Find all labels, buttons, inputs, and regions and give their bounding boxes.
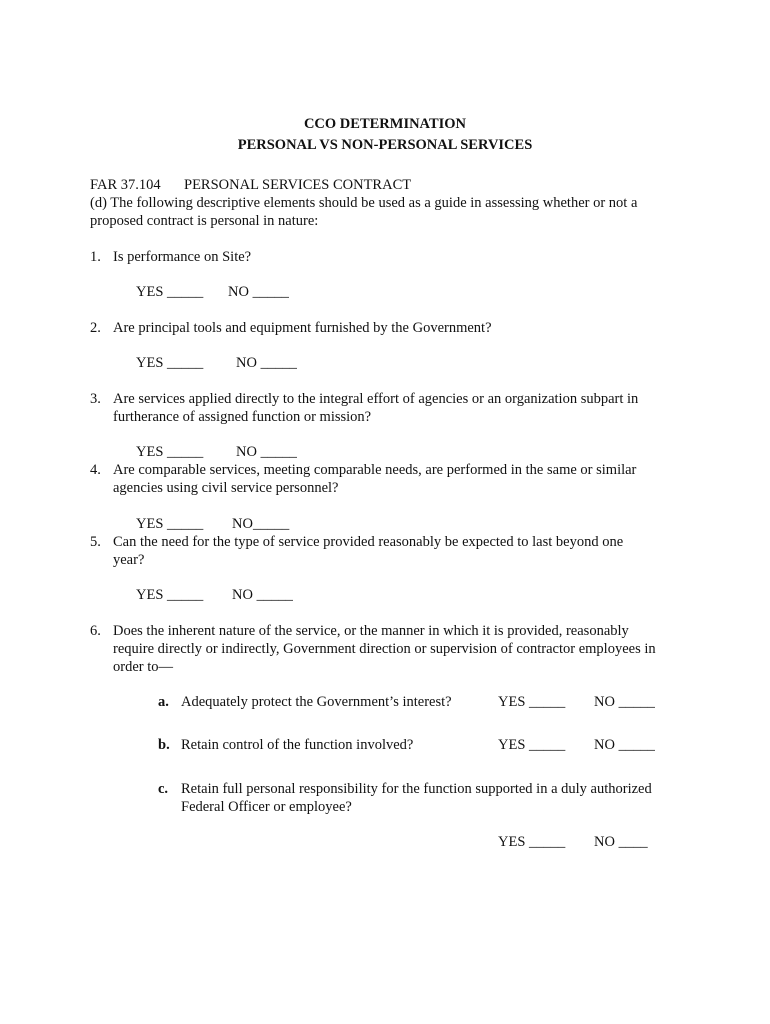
no-answer-field[interactable]: NO _____: [236, 355, 297, 371]
sub-item-text: Retain full personal responsibility for the function supported in a duly authorized: [181, 781, 652, 797]
no-answer-field[interactable]: NO _____: [594, 694, 655, 710]
page-title: CCO DETERMINATION: [303, 116, 467, 132]
intro-text-line-1: (d) The following descriptive elements should be used as a guide in assessing whether or not a: [90, 195, 638, 211]
no-answer-field[interactable]: NO _____: [228, 284, 289, 300]
question-text: Can the need for the type of service provided reasonably be expected to last beyond one: [113, 534, 624, 550]
question-number: 2.: [90, 320, 101, 336]
intro-text-line-2: proposed contract is personal in nature:: [90, 213, 319, 229]
no-answer-field[interactable]: NO_____: [232, 516, 290, 532]
question-number: 6.: [90, 623, 101, 639]
question-text: Are principal tools and equipment furnished by the Government?: [113, 320, 492, 336]
sub-item-letter: c.: [158, 781, 169, 797]
no-answer-field[interactable]: NO ____: [594, 834, 648, 850]
sub-item-letter: a.: [158, 694, 169, 710]
yes-answer-field[interactable]: YES _____: [136, 284, 204, 300]
question-number: 4.: [90, 462, 101, 478]
sub-item-text: Federal Officer or employee?: [181, 799, 352, 815]
yes-answer-field[interactable]: YES _____: [136, 587, 204, 603]
question-text: Are comparable services, meeting comparable needs, are performed in the same or similar: [113, 462, 637, 478]
question-text: order to—: [113, 659, 173, 675]
question-text: year?: [113, 552, 145, 568]
no-answer-field[interactable]: NO _____: [236, 444, 297, 460]
sub-item-text: Adequately protect the Government’s interest?: [181, 694, 452, 710]
question-text: Is performance on Site?: [113, 249, 252, 265]
question-text: Are services applied directly to the integral effort of agencies or an organization subpart in: [113, 391, 639, 407]
question-number: 5.: [90, 534, 101, 550]
far-section-title: PERSONAL SERVICES CONTRACT: [184, 177, 412, 193]
sub-item-letter: b.: [158, 737, 170, 753]
question-number: 1.: [90, 249, 101, 265]
question-text: furtherance of assigned function or mission?: [113, 409, 372, 425]
no-answer-field[interactable]: NO _____: [594, 737, 655, 753]
sub-item-text: Retain control of the function involved?: [181, 737, 414, 753]
yes-answer-field[interactable]: YES _____: [136, 355, 204, 371]
yes-answer-field[interactable]: YES _____: [498, 737, 566, 753]
yes-answer-field[interactable]: YES _____: [136, 444, 204, 460]
page-subtitle: PERSONAL VS NON-PERSONAL SERVICES: [237, 137, 533, 153]
question-number: 3.: [90, 391, 101, 407]
question-text: agencies using civil service personnel?: [113, 480, 339, 496]
yes-answer-field[interactable]: YES _____: [498, 694, 566, 710]
question-text: Does the inherent nature of the service, or the manner in which it is provided, reasonably: [113, 623, 629, 639]
no-answer-field[interactable]: NO _____: [232, 587, 293, 603]
yes-answer-field[interactable]: YES _____: [136, 516, 204, 532]
question-text: require directly or indirectly, Government direction or supervision of contractor employees in: [113, 641, 656, 657]
yes-answer-field[interactable]: YES _____: [498, 834, 566, 850]
far-reference: FAR 37.104: [90, 177, 161, 193]
